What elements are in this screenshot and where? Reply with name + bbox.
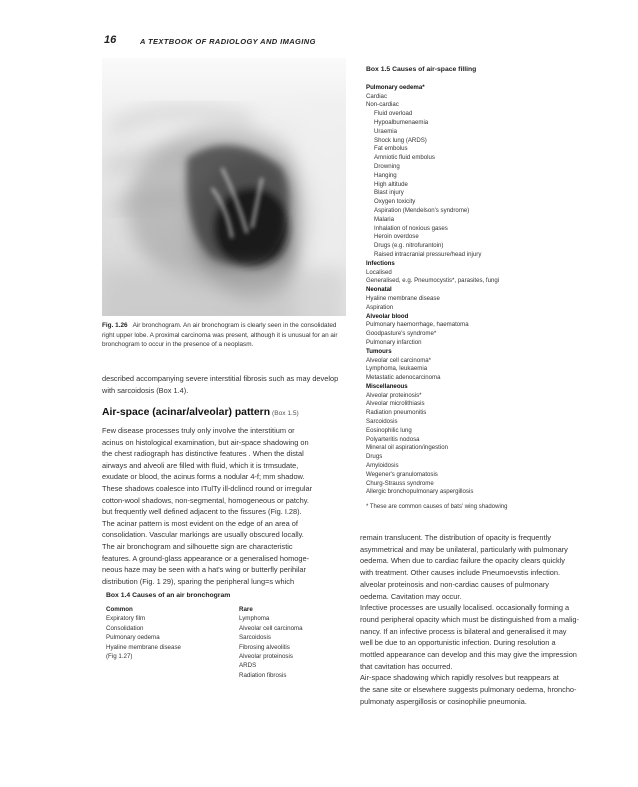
list-item: Churg-Strauss syndrome — [366, 479, 434, 487]
list-item: Pulmonary haemorrhage, haematoma — [366, 321, 469, 329]
list-item: High altitude — [374, 180, 408, 188]
text-line: Infective processes are usually localised. occasionally forming a — [360, 603, 570, 613]
list-item: Radiation fibrosis — [239, 671, 287, 679]
list-item: Mineral oil aspiration/ingestion — [366, 444, 448, 452]
list-item: Inhalation of noxious gases — [374, 224, 448, 232]
text-line: asymmetrical and may be unilateral, particularly with pulmonary — [360, 544, 568, 554]
running-header-title: A TEXTBOOK OF RADIOLOGY AND IMAGING — [140, 37, 316, 46]
text-line: pulmonaty aspergillosis or cosinophilie pneumonia. — [360, 696, 527, 706]
list-item: Consolidation — [106, 624, 144, 632]
text-line: exudate or blood, the acinus forms a nodular 4-f; mm shadow. — [102, 472, 305, 482]
list-item: Blast injury — [374, 189, 404, 197]
list-item: ARDS — [239, 662, 257, 670]
section-box-reference: (Box 1.5) — [272, 410, 299, 417]
text-line: well be due to an opportunistic infection. During resolution a — [360, 638, 556, 648]
text-line: with treatment. Other causes include Pneumoevstis infection. — [360, 568, 561, 578]
list-item: Lymphoma, leukaemia — [366, 365, 428, 373]
list-item: Expiratory film — [106, 615, 146, 623]
text-line: the sane site or elsewhere suggests pulmonary oedema, hroncho- — [360, 685, 577, 695]
list-item: Radiation pneumonitis — [366, 409, 427, 417]
list-item: Amyloidosis — [366, 462, 399, 470]
list-item: Fibrosing alveolitis — [239, 643, 290, 651]
list-item: Alveolar cell carcinoma* — [366, 356, 432, 364]
box-subheading: Tumours — [366, 347, 392, 355]
list-item: Hanging — [374, 171, 397, 179]
text-line: The air bronchogram and silhouette sign are characteristic — [102, 541, 293, 551]
chest-xray-figure — [102, 58, 346, 316]
text-line: nancy. If an infective process is bilateral and generalised it may — [360, 626, 567, 636]
xray-image — [102, 58, 346, 316]
list-item: Sarcoidosis — [239, 634, 271, 642]
list-item: Lymphoma — [239, 615, 270, 623]
list-item: Uraemia — [374, 127, 398, 135]
text-line: Air-space shadowing which rapidly resolves but reappears at — [360, 673, 559, 683]
list-item: Shock lung (ARDS) — [374, 136, 427, 144]
list-item: Allergic bronchopulmonary aspergillosis — [366, 488, 474, 496]
list-item: Drowning — [374, 162, 400, 170]
list-item: Pulmonary oedema — [106, 634, 160, 642]
section-heading: Air-space (acinar/alveolar) pattern — [102, 407, 271, 418]
figure-caption-label: Fig. 1.26 — [102, 322, 128, 329]
box-subheading: Infections — [366, 259, 395, 267]
common-causes-column — [106, 605, 239, 680]
list-item: Fluid overload — [374, 110, 413, 118]
list-item: Eosinophilic lung — [366, 426, 412, 434]
list-item: Amniotic fluid embolus — [374, 154, 435, 162]
list-item: Sarcoidosis — [366, 418, 398, 426]
box-subheading: Pulmonary oedema* — [366, 83, 425, 91]
box-air-space-filling-causes — [366, 66, 566, 512]
list-item: Non-cardiac — [366, 101, 399, 109]
text-line: oedema. Cavitation may occur. — [360, 591, 462, 601]
text-line: the chest radiograph has distinctive features . When the distal — [102, 449, 304, 459]
text-line: airways and alveoli are filled with fluid, which it is trmsudate, — [102, 460, 299, 470]
box-subheading: Alveolar blood — [366, 312, 409, 320]
list-item: Hyaline membrane disease — [366, 294, 440, 302]
list-item: Cardiac — [366, 92, 387, 100]
text-line: but frequently well defined adjacent to the fissures (Fig. I.28). — [102, 507, 302, 517]
text-line: remain translucent. The distribution of opacity is frequently — [360, 533, 551, 542]
list-item: Hyaline membrane disease — [106, 643, 181, 651]
list-item: Pulmonary infarction — [366, 338, 422, 346]
list-item: Polyarteritis nodosa — [366, 435, 420, 443]
text-line: distribution (Fig. 1 29), sparing the peripheral lung=s which — [102, 576, 295, 586]
list-item: Alveolar cell carcinoma — [239, 624, 303, 632]
text-line: that cavitation has occurred. — [360, 661, 453, 671]
box-subheading: Miscellaneous — [366, 382, 408, 390]
list-item: Alveolar microlithiasis — [366, 400, 425, 408]
figure-caption-text: Air bronchogram. An air bronchogram is clearly seen in the consolidated right upper lobe. A proximal carcinoma was present, although it is unusual for an air bronchogram to occur in the presence of a neoplasm. — [102, 322, 338, 348]
box-title: Box 1.4 Causes of an air bronchogram — [106, 592, 231, 599]
list-item: Localised — [366, 268, 392, 276]
list-item: Raised intracranial pressure/head injury — [374, 250, 482, 258]
list-item: Hypoalbumenaemia — [374, 118, 429, 126]
list-item: Fat embolus — [374, 145, 408, 153]
text-line: neous haze may be seen with a hat's wing or butterfly perihilar — [102, 565, 306, 575]
page-number: 16 — [104, 34, 117, 46]
rare-causes-column — [239, 605, 303, 680]
list-item: Aspiration (Mendelson's syndrome) — [374, 206, 470, 214]
text-line: features. A ground-glass appearance or a generalised homoge- — [102, 553, 310, 563]
text-line: mottled appearance can develop and this may give the impression — [360, 650, 577, 660]
list-item: Generalised, e.g. Pneumocystis*, parasites, fungi — [366, 277, 500, 285]
figure-caption — [102, 321, 348, 350]
box-title: Box 1.5 Causes of air-space filling — [366, 66, 477, 73]
left-body-text — [102, 425, 352, 587]
text-line: acinus on histological examination, but air-space shadowing on — [102, 437, 309, 447]
list-item: Aspiration — [366, 303, 394, 311]
list-item: Wegener's granulomatosis — [366, 470, 438, 478]
intro-paragraph: described accompanying severe interstitial fibrosis such as may develop with sarcoidosis (Box 1.4). — [102, 374, 339, 395]
list-item: Alveolar proteinosis* — [366, 391, 422, 399]
list-item: Metastatic adenocarcinoma — [366, 374, 441, 382]
box-list — [366, 84, 566, 497]
list-item: Malaria — [374, 215, 394, 223]
list-item: Drugs (e.g. nitrofurantoin) — [374, 242, 444, 250]
list-item: Heroin overdose — [374, 233, 419, 241]
list-item: Goodpasture's syndrome* — [366, 330, 437, 338]
text-line: These shadows coalesce into ITulTy ill-dclincd round or irregular — [102, 483, 313, 493]
list-item: Alveolar proteinosis — [239, 653, 293, 661]
list-item: (Fig 1.27) — [106, 653, 133, 661]
common-heading: Common — [106, 606, 133, 613]
text-line: Few disease processes truly only involve the interstitium or — [102, 426, 295, 435]
box-air-bronchogram-causes — [106, 592, 350, 680]
list-item: Drugs — [366, 453, 383, 461]
box-subheading: Neonatal — [366, 286, 392, 294]
right-body-text — [360, 532, 604, 708]
rare-heading: Rare — [239, 606, 253, 613]
text-line: cotton-wool shadows, non-segmental, homogeneous or patchy. — [102, 495, 309, 505]
text-line: oedema. When due to cardiac failure the opacity clears quickly — [360, 556, 565, 566]
text-line: The acinar pattern is most evident on the edge of an area of — [102, 518, 298, 528]
box-footnote: * These are common causes of bats' wing shadowing — [366, 504, 508, 511]
list-item: Oxygen toxicity — [374, 198, 416, 206]
text-line: round peripheral opacity which must be distinguished from a malig- — [360, 614, 579, 624]
text-line: consolidation. Vascular markings are usually obscured locally. — [102, 530, 304, 540]
text-line: alveolar proteinosis and non-cardiac causes of pulmonary — [360, 579, 549, 589]
